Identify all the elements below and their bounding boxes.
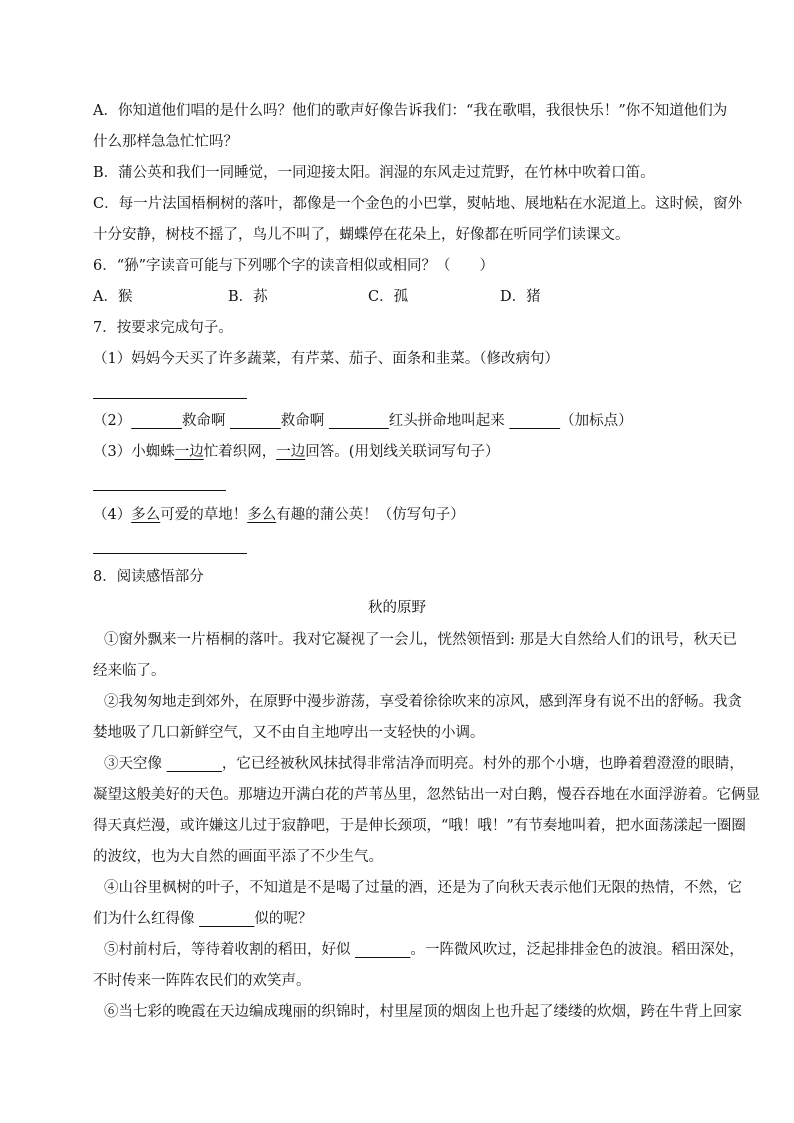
q6-stem: 6．“狲”字读音可能与下列哪个字的读音相似或相同？（ ） <box>93 258 495 274</box>
q7-s4-suffix: 有趣的蒲公英！（仿写句子） <box>276 507 465 523</box>
q7-s3-middle: 忙着织网， <box>203 444 277 460</box>
q7-s3-prefix: （3）小蜘蛛 <box>93 444 175 460</box>
q7-sentence-1: （1）妈妈今天买了许多蔬菜，有芹菜、茄子、面条和韭菜。（修改病句） <box>93 351 559 367</box>
q6-option-a[interactable]: A．猴 <box>93 289 133 305</box>
q8-stem: 8．阅读感悟部分 <box>93 569 204 585</box>
passage-p2-line1: ②我匆匆地走到郊外，在原野中漫步游荡，享受着徐徐吹来的凉风，感到浑身有说不出的舒畅。我贪 <box>104 694 742 710</box>
q7-answer-line-1[interactable] <box>93 398 247 399</box>
p4-text-a: 们为什么红得像 <box>93 911 195 927</box>
passage-p3-line4: 的波纹，也为大自然的画面平添了不少生气。 <box>93 849 383 865</box>
p4-blank[interactable] <box>199 911 254 927</box>
passage-p3-line2: 凝望这般美好的天色。那塘边开满白花的芦苇丛里，忽然钻出一对白鹅，慢吞吞地在水面浮游着。它俩显 <box>93 787 760 803</box>
q7-s4-underlined-1: 多么 <box>131 507 161 523</box>
passage-p1-line1: ①窗外飘来一片梧桐的落叶。我对它凝视了一会儿，恍然领悟到: 那是大自然给人们的讯号，秋天已 <box>104 632 737 648</box>
q7-s4-underlined-2: 多么 <box>247 507 277 523</box>
q7-answer-line-3[interactable] <box>93 490 226 491</box>
q5-option-c-line1: C．每一片法国梧桐树的落叶，都像是一个金色的小巴掌，熨帖地、展地粘在水泥道上。这时候，窗外 <box>93 196 743 212</box>
p5-text-a: ⑤村前村后，等待着收割的稻田，好似 <box>104 942 351 958</box>
p3-text-b: ，它已经被秋风抹拭得非常洁净而明亮。村外的那个小塘，也睁着碧澄澄的眼睛， <box>221 756 744 772</box>
q5-option-a-line1: A．你知道他们唱的是什么吗？他们的歌声好像告诉我们：“我在歌唱，我很快乐！”你不知道他们为 <box>93 103 728 119</box>
q7-s2-blank-4[interactable] <box>509 413 560 429</box>
q7-s2-part-1: 救命啊 <box>181 413 226 429</box>
q7-s2-blank-1[interactable] <box>131 413 182 429</box>
passage-p3-line3: 得天真烂漫，或许嫌这儿过于寂静吧，于是伸长颈项，“哦！哦！”有节奏地叫着，把水面荡漾起一圈圈 <box>93 818 746 834</box>
q5-option-c-line2: 十分安静，树枝不摇了，鸟儿不叫了，蝴蝶停在花朵上，好像都在听同学们读课文。 <box>93 227 630 243</box>
q7-s3-underlined-2: 一边 <box>276 444 306 460</box>
q7-sentence-2 <box>93 411 633 431</box>
q7-s2-part-3: 红头拼命地叫起来 <box>388 413 505 429</box>
q6-option-c[interactable]: C．孤 <box>368 289 409 305</box>
q7-s4-prefix: （4） <box>93 507 132 523</box>
passage-p5-line1 <box>104 940 744 960</box>
q7-s4-middle: 可爱的草地！ <box>160 507 248 523</box>
q7-s2-tail: （加标点） <box>560 413 633 429</box>
passage-p2-line2: 婪地吸了几口新鲜空气，又不由自主地哼出一支轻快的小调。 <box>93 725 485 741</box>
q7-s2-blank-3[interactable] <box>329 413 389 429</box>
passage-p4-line2 <box>93 909 312 929</box>
q7-s3-underlined-1: 一边 <box>174 444 204 460</box>
q6-option-d[interactable]: D．猪 <box>500 289 541 305</box>
passage-p5-line2: 不时传来一阵阵农民们的欢笑声。 <box>93 973 311 989</box>
passage-p4-line1: ④山谷里枫树的叶子，不知道是不是喝了过量的酒，还是为了向秋天表示他们无限的热情，不然，它 <box>104 880 742 896</box>
q7-s2-blank-2[interactable] <box>230 413 281 429</box>
q7-sentence-3 <box>93 442 499 462</box>
p5-text-b: 。一阵微风吹过，泛起排排金色的波浪。稻田深处， <box>410 942 744 958</box>
q7-answer-line-4[interactable] <box>93 553 247 554</box>
q6-option-b[interactable]: B．荪 <box>228 289 268 305</box>
p3-blank[interactable] <box>167 756 222 772</box>
q7-s2-label: （2） <box>93 413 132 429</box>
passage-p3-line1 <box>104 754 744 774</box>
passage-title: 秋的原野 <box>368 600 426 616</box>
q5-option-b: B．蒲公英和我们一同睡觉，一同迎接太阳。润湿的东风走过荒野，在竹林中吹着口笛。 <box>93 165 655 181</box>
q7-stem: 7．按要求完成句子。 <box>93 320 233 336</box>
p3-text-a: ③天空像 <box>104 756 162 772</box>
q7-s2-part-2: 救命啊 <box>280 413 325 429</box>
q5-option-a-line2: 什么那样急急忙忙吗？ <box>93 134 238 150</box>
q7-sentence-4 <box>93 505 465 525</box>
p4-text-b: 似的呢？ <box>254 911 313 927</box>
passage-p1-line2: 经来临了。 <box>93 663 166 679</box>
q7-s3-suffix: 回答。(用划线关联词写句子） <box>305 444 500 460</box>
p5-blank[interactable] <box>355 942 410 958</box>
passage-p6-line1: ⑥当七彩的晚霞在天边编成瑰丽的织锦时，村里屋顶的烟囱上也升起了缕缕的炊烟，跨在牛背上回家 <box>104 1004 742 1020</box>
